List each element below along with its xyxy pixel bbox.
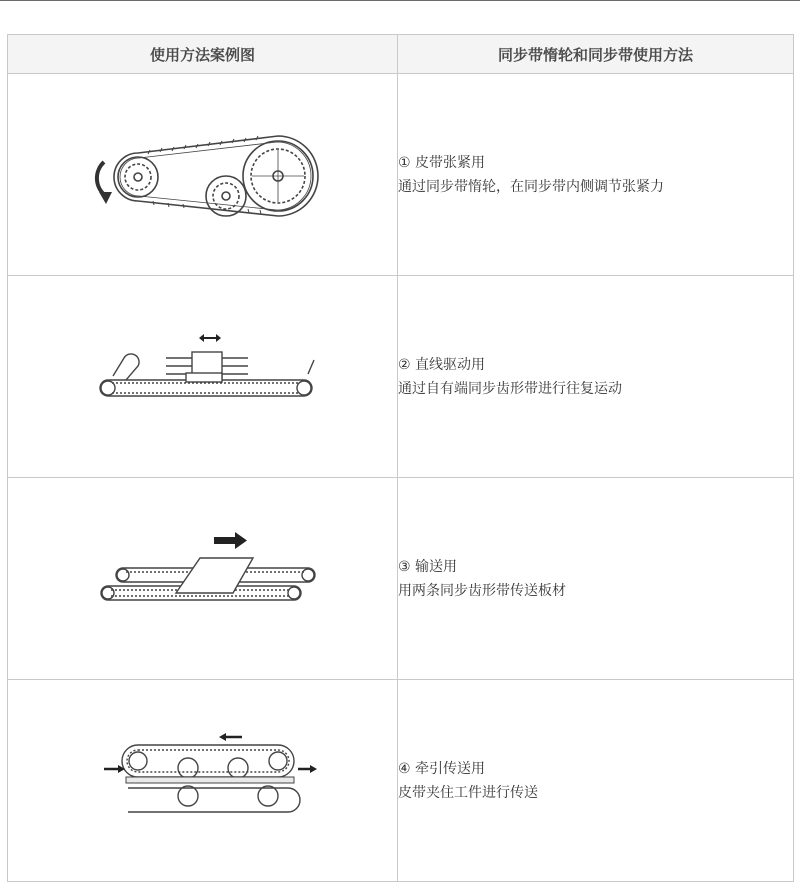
description-cell xyxy=(398,276,794,478)
belt-tension-icon xyxy=(8,74,397,275)
usage-title: ① 皮带张紧用 xyxy=(398,154,486,171)
usage-table xyxy=(7,34,794,882)
usage-description: 通过同步带惰轮，在同步带内侧调节张紧力 xyxy=(398,178,664,195)
header-method: 同步带惰轮和同步带使用方法 xyxy=(398,35,794,74)
table-row xyxy=(8,478,794,680)
description-cell xyxy=(398,74,794,276)
figure-cell xyxy=(8,276,398,478)
conveyor-icon xyxy=(8,478,397,679)
header-figure: 使用方法案例图 xyxy=(8,35,398,74)
table-row xyxy=(8,74,794,276)
usage-description: 通过自有端同步齿形带进行往复运动 xyxy=(398,380,622,397)
description-cell xyxy=(398,478,794,680)
usage-title: ② 直线驱动用 xyxy=(398,356,486,373)
description-cell xyxy=(398,680,794,882)
linear-drive-icon xyxy=(8,276,397,477)
table-row xyxy=(8,680,794,882)
top-divider xyxy=(0,0,800,1)
usage-description: 用两条同步齿形带传送板材 xyxy=(398,582,566,599)
table-row xyxy=(8,276,794,478)
usage-title: ④ 牵引传送用 xyxy=(398,760,486,777)
usage-description: 皮带夹住工件进行传送 xyxy=(398,784,538,801)
usage-title: ③ 输送用 xyxy=(398,558,458,575)
traction-conveyor-icon xyxy=(8,680,397,881)
figure-cell xyxy=(8,74,398,276)
figure-cell xyxy=(8,680,398,882)
figure-cell xyxy=(8,478,398,680)
table-header-row xyxy=(8,35,794,74)
